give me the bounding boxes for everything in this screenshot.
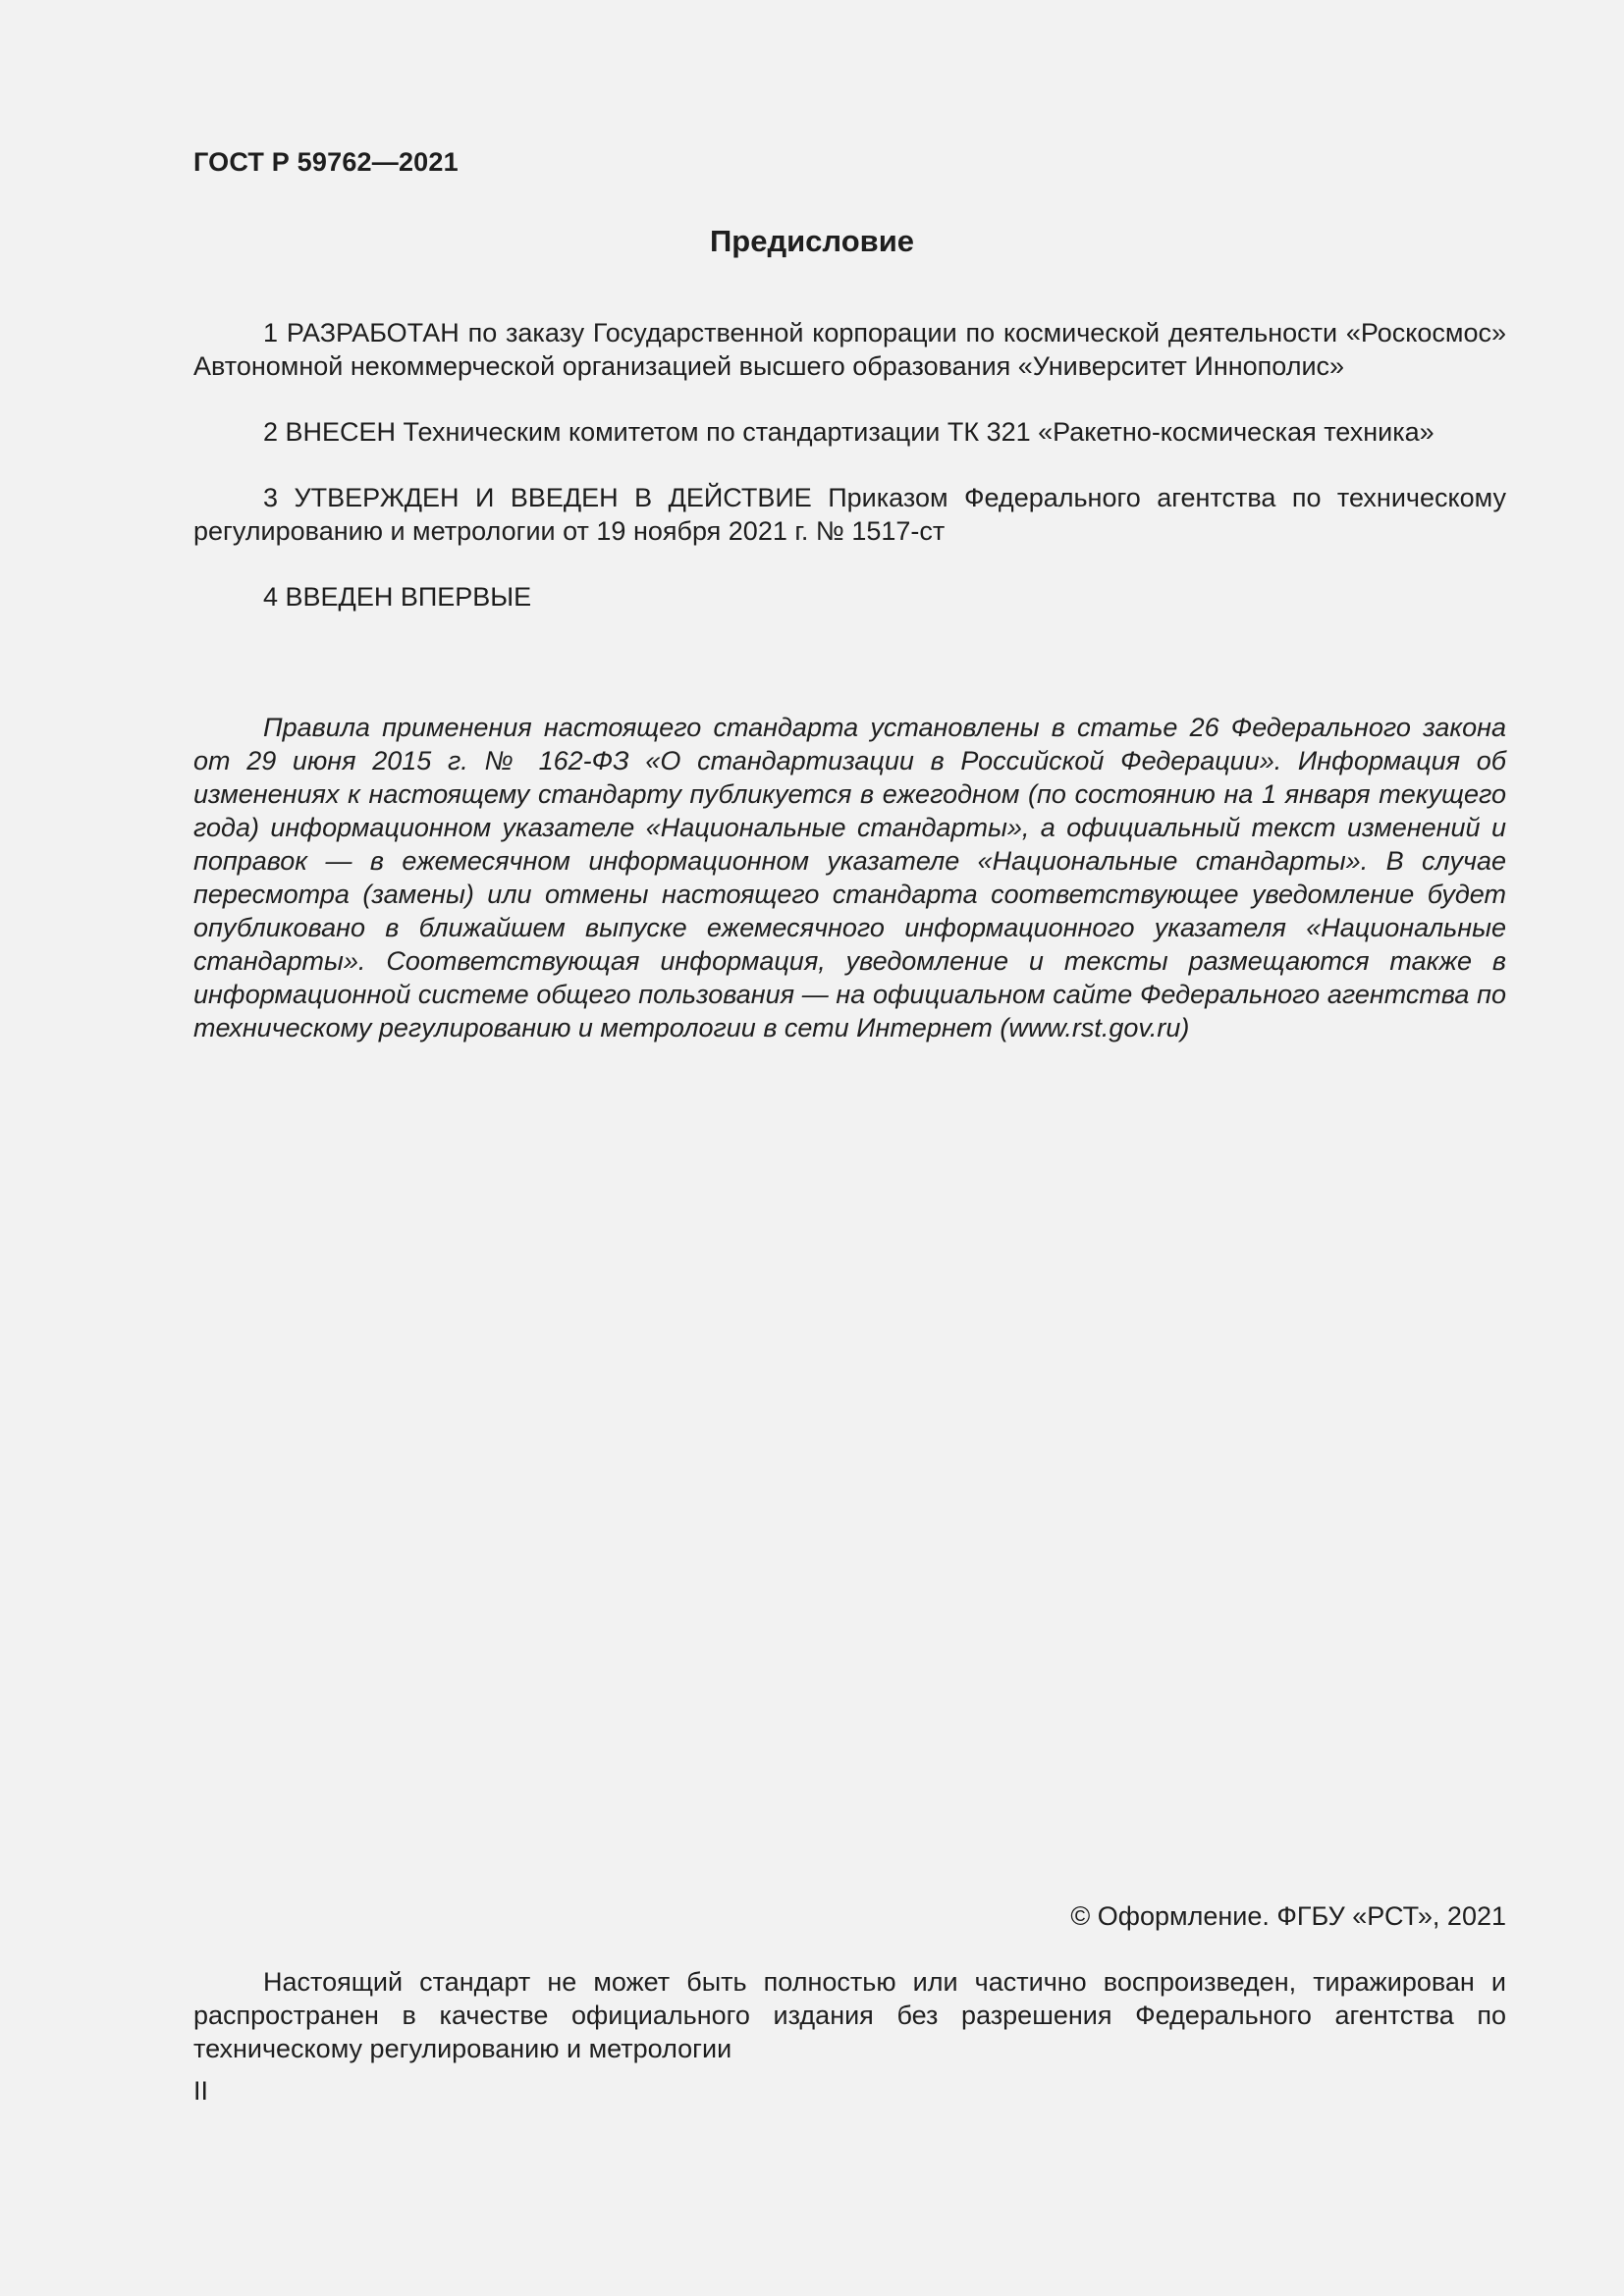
foreword-item-3: 3 УТВЕРЖДЕН И ВВЕДЕН В ДЕЙСТВИЕ Приказом Федерального агентства по техническому регулированию и метрологии от 19 ноября 2021 г. № 1517-ст <box>193 483 1506 546</box>
foreword-item-2: 2 ВНЕСЕН Техническим комитетом по стандартизации ТК 321 «Ракетно-космическая техника» <box>263 417 1435 447</box>
reproduction-notice: Настоящий стандарт не может быть полностью или частично воспроизведен, тиражирован и распространен в качестве официального издания без разрешения Федерального агентства по техническому регулированию и метрологии <box>193 1967 1506 2063</box>
document-code: ГОСТ Р 59762—2021 <box>193 147 459 177</box>
application-rules-text: Правила применения настоящего стандарта установлены в статье 26 Федерального закона от 29 июня 2015 г. № 162-ФЗ «О стандартизации в Российской Федерации». Информация об изменениях к настоящему стандарту публикуется в ежегодном (по состоянию на 1 января текущего года) информационном указателе «Национальные стандарты», а официальный текст изменений и поправок — в ежемесячном информационном указателе «Национальные стандарты». В случае пересмотра (замены) или отмены настоящего стандарта соответствующее уведомление будет опубликовано в ближайшем выпуске ежемесячного информационного указателя «Национальные стандарты». Соответствующая информация, уведомление и тексты размещаются также в информационной системе общего пользования — на официальном сайте Федерального агентства по техническому регулированию и метрологии в сети Интернет (www.rst.gov.ru) <box>193 713 1506 1042</box>
copyright-notice: © Оформление. ФГБУ «РСТ», 2021 <box>1070 1901 1506 1931</box>
page-title: Предисловие <box>709 224 914 258</box>
foreword-item-1: 1 РАЗРАБОТАН по заказу Государственной корпорации по космической деятельности «Роскосмос» Автономной некоммерческой организацией высшего образования «Университет Иннополис» <box>193 318 1506 381</box>
foreword-item-4: 4 ВВЕДЕН ВПЕРВЫЕ <box>263 582 532 612</box>
page-number: II <box>193 2076 209 2106</box>
